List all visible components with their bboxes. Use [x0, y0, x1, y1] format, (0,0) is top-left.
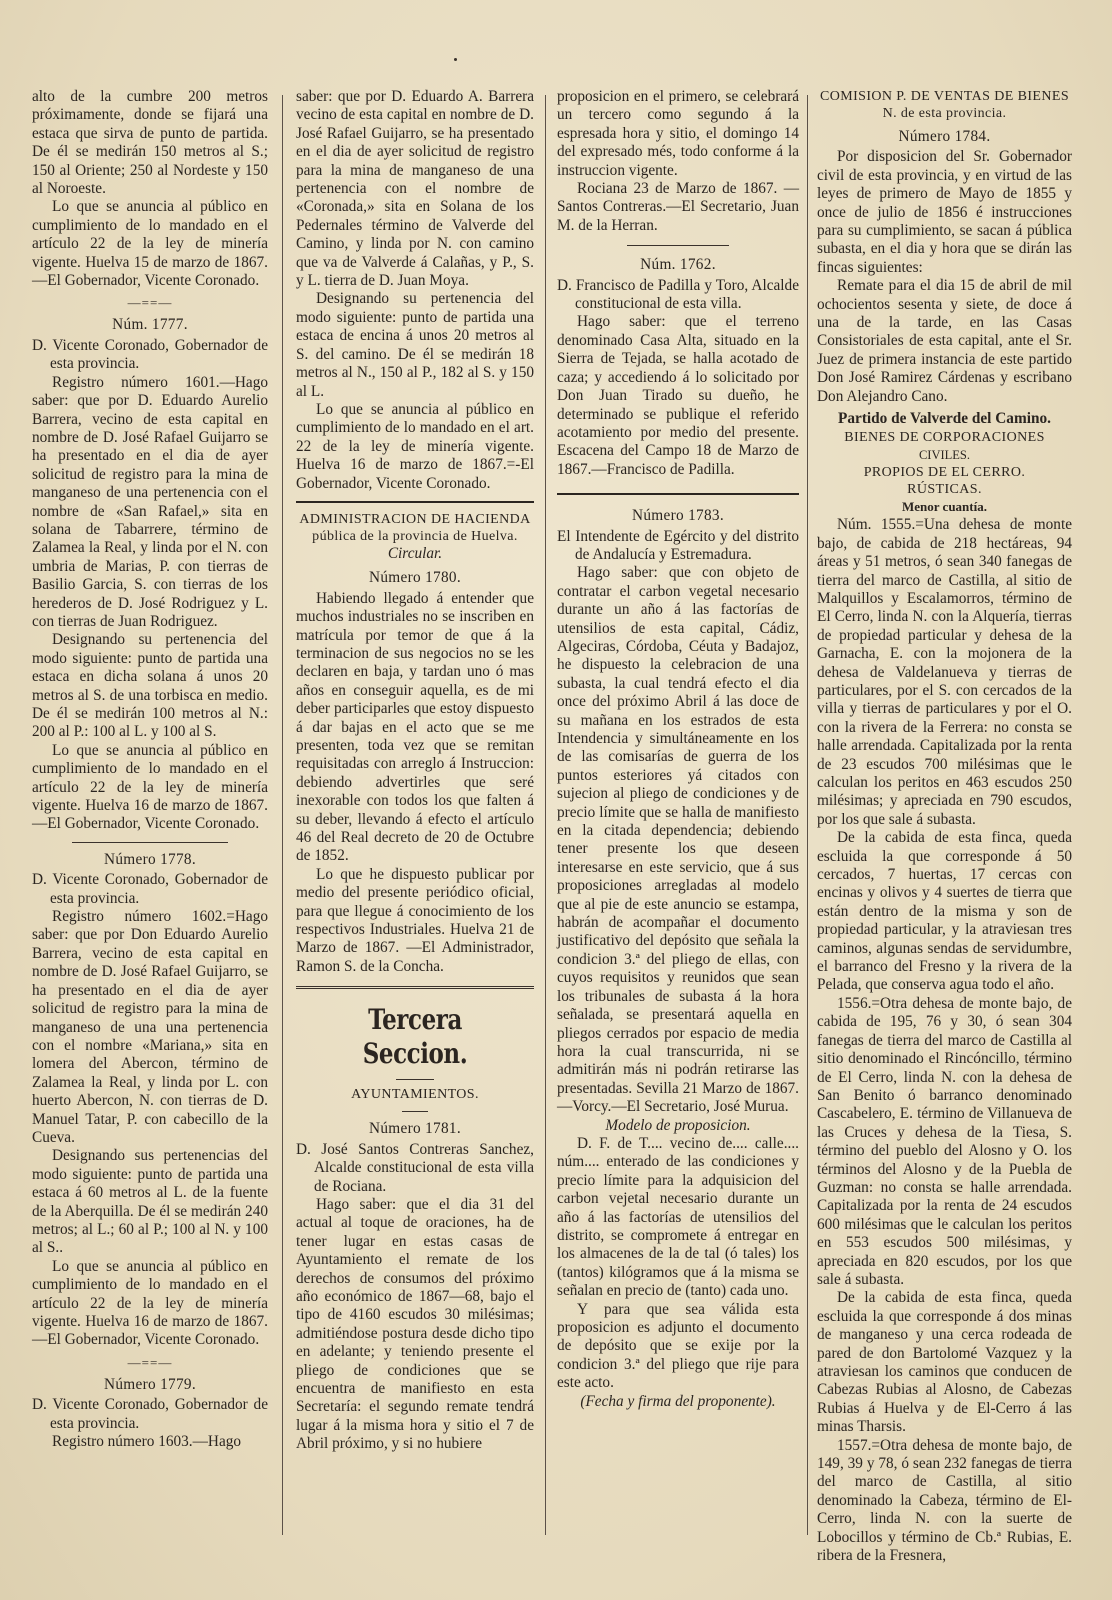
notice-number-1781: Número 1781. [369, 1120, 461, 1138]
column-1 [32, 88, 268, 1451]
section-rule [296, 501, 534, 503]
issuer-1762: D. Francisco de Padilla y Toro, Alcalde constitucional de esta villa. [557, 276, 799, 313]
model-text: D. F. de T.... vecino de.... calle.... núm.... enterado de las condiciones y precio límite para la adquisicion del carbon vejetal necesario durante un año á las factorías de utensilios del distrito, se compromete á entregar en los almacenes de la de tal (ó tales) los (tantos) kilógramos que á la misma se señalan en precio de (tanto) cada uno. [557, 1134, 799, 1300]
mine-text-tail: alto de la cumbre 200 metros próximamente, donde se fijará una estaca que sirva de punto de partida. De él se medirán 150 metros al S.; 150 al Oriente; 250 al Nordeste y 150 al Noroeste. [32, 88, 268, 198]
column-4 [817, 88, 1072, 1565]
notice-body-cont: proposicion en el primero, se celebrará un tercero como segundo á la espresada hora y sitio, el domingo 14 del expresado més, todo conforme á la instruccion vigente. [557, 88, 799, 179]
property-heading: PROPIOS DE EL CERRO. [863, 464, 1026, 480]
rule [396, 1079, 434, 1080]
rule [627, 245, 729, 246]
lot-1557: 1557.=Otra dehesa de monte bajo, de 149, 39 y 78, ó sean 232 fanegas de tierra del marco de Castilla, al sitio denominado la Cabeza, término de El-Cerro, linda N. con la suerte de Lobocillos y término de Cb.ª Rubias, E. ribera de la Fresnera, [817, 1436, 1072, 1565]
section-double-rule [296, 986, 534, 989]
signature-line: (Fecha y firma del proponente). [580, 1392, 776, 1410]
district-heading: Partido de Valverde del Camino. [838, 410, 1051, 428]
property-type: RÚSTICAS. [907, 481, 982, 497]
subsection-title: AYUNTAMIENTOS. [351, 1087, 479, 1103]
notice-closing: Rociana 23 de Marzo de 1867. —Santos Contreras.—El Secretario, Juan M. de la Herran. [557, 180, 799, 234]
notice-number-1779: Número 1779. [104, 1375, 196, 1393]
section-rule [557, 493, 799, 495]
notice-number-1777: Núm. 1777. [112, 316, 188, 334]
notice-body-cont: saber: que por D. Eduardo A. Barrera vecino de esta capital en nombre de D. José Rafael Guijarro, se ha presentado en el dia de ayer solicitud de registro para la mina de manganeso de una pertenencia con el nombre de «Coronada,» sita en Solana de los Pedernales término de Valverde del Camino, y linda por N. con camino que va de Valverde á Calañas, y P., S. y L. tierra de D. Juan Moya. [296, 88, 534, 290]
issuer-1781: D. José Santos Contreras Sanchez, Alcalde constitucional de esta villa de Rociana. [296, 1140, 534, 1195]
column-2 [296, 88, 534, 1454]
category-heading: BIENES DE CORPORACIONES [844, 429, 1045, 445]
notice-body-1780: Habiendo llegado á entender que muchos industriales no se inscriben en matrícula por temor de que á la terminacion de sus negocios no se les declaren en baja, y tardan uno ó mas años en conseguir aquella, es de mi deber participarles que estoy dispuesto á dar bajas en el acto que se me presenten, toda vez que se remitan requisitadas con arreglo á Instruccion: debiendo advertirles que seré inexorable con todos los que falten á su deber, llevando á efecto el artículo 46 del Real decreto de 20 de Octubre de 1852. [296, 589, 534, 865]
lot-1556: 1556.=Otra dehesa de monte bajo, de cabida de 195, 76 y 30, ó sean 304 fanegas de tierra del marco de Castilla al sitio denominado el Rincóncillo, término de El Cerro, linda N. con la dehesa de San Benito ó barranco denominado Cascabelero, E. término de Villanueva de las Cruces y dehesa de la Tiesa, S. término del pueblo del Alosno y O. los términos del Alosno y de la Puebla de Guzman: no consta se halle arrendada. Capitalizada por la renta de 24 escudos 600 milésimas que le calculan los peritos en 553 escudos 500 milésimas, y apreciada en 820 escudos, por los que sale á subasta. [817, 994, 1072, 1288]
notice-body-1762: Hago saber: que el terreno denominado Casa Alta, situado en la Sierra de Tejada, se halla acotado de caza; y accediendo á lo solicitado por Don Juan Tirado su dueño, he determinado se publique el referido acotamiento por medio del presente. Escacena del Campo 18 de Marzo de 1867.—Francisco de Padilla. [557, 313, 799, 478]
category-subheading: CIVILES. [918, 447, 971, 462]
page-mark [454, 58, 457, 61]
notice-body-cont-b: Designando su pertenencia del modo siguiente: punto de partida una estaca de encina á unos 20 metros al S. del camino. De él se medirán 18 metros al N., 150 al P., 182 al S. y 150 al L. [296, 290, 534, 400]
notice-body-1781: Hago saber: que el dia 31 del actual al toque de oraciones, ha de tener lugar en estas casas de Ayuntamiento el remate de los derechos de consumos del próximo año económico de 1867—68, bajo el tipo de 4160 escudos 30 milésimas; admitiéndose postura desde dicho tipo en adelante; y teniendo presente el pliego de condiciones que se encuentra de manifiesto en esta Secretaría: el segundo remate tendrá lugar á la misma hora y sitio el 7 de Abril próximo, y si no hubiere [296, 1195, 534, 1453]
notice-body-1777: Registro número 1601.—Hago saber: que por D. Eduardo Aurelio Barrera, vecino de esta capital en nombre de D. José Rafael Guijarro se ha presentado en el dia de ayer solicitud de registro para la mina de manganeso de una pertenencia con el nombre de «San Rafael,» sita en solana de Tabarrere, término de Zalamea la Real, y linda por el N. con umbria de Marias, P. con tierras de Basilio Garcia, S. con tierras de los herederos de D. José Rodriguez y L. con tierras de Juan Rodriguez. [32, 373, 268, 630]
notice-body-1784: Por disposicion del Sr. Gobernador civil de esta provincia, y en virtud de las leyes de primero de Mayo de 1855 y once de julio de 1856 é instrucciones para su cumplimiento, se sacan á pública subasta, en el dia y hora que se dirán las fincas siguientes: [817, 148, 1072, 276]
notice-body-1780-b: Lo que he dispuesto publicar por medio del presente periódico oficial, para que llegue á conocimiento de los respectivos Industriales. Huelva 21 de Marzo de 1867. —El Administrador, Ramon S. de la Concha. [296, 865, 534, 975]
lot-1555-note: De la cabida de esta finca, queda escluida la que corresponde á 50 cercados, 7 huertas, 17 cercas con encinas y olivos y 4 suertes de tierra que están dentro de la misma y son de propiedad particular, y la atraviesan tres caminos, algunas sendas de servidumbre, el barranco del Fresno y la rivera de la Pelada, que conserva agua todo el año. [817, 829, 1072, 994]
issuer-1783: El Intendente de Egército y del distrito de Andalucía y Estremadura. [557, 527, 799, 563]
notice-body-1778-c: Lo que se anuncia al público en cumplimiento de lo mandado en el artículo 22 de la ley de minería vigente. Huelva 16 de marzo de 1867.—El Gobernador, Vicente Coronado. [32, 1257, 268, 1349]
model-heading: Modelo de proposicion. [605, 1116, 751, 1134]
model-text-b: Y para que sea válida esta proposicion es adjunto el documento de depósito que se exije por la condicion 3.ª del pliego que rije para este acto. [557, 1300, 799, 1392]
notice-number-1780: Número 1780. [369, 569, 461, 587]
issuer-1778: D. Vicente Coronado, Gobernador de esta provincia. [32, 871, 268, 907]
administration-heading: ADMINISTRACION DE HACIENDA pública de la provincia de Huelva. [299, 511, 531, 544]
commission-heading: COMISION P. DE VENTAS DE BIENES N. de esta provincia. [819, 89, 1070, 121]
column-rule-1 [282, 95, 283, 1535]
notice-body-1778-b: Designando sus pertenencias del modo siguiente: punto de partida una estaca á 60 metros al L. de la fuente de la Aberquilla. De él se medirán 240 metros; al L.; 60 al P.; 100 al N. y 100 al S.. [32, 1147, 268, 1257]
notice-number-1762: Núm. 1762. [640, 256, 716, 274]
notice-body-1777-b: Designando su pertenencia del modo siguiente: punto de partida una estaca en dicha solana á unos 20 metros al S. de una torbisca en medio. De él se medirán 100 metros al N.: 200 al P.: 100 al L. y 100 al S. [32, 631, 268, 741]
notice-number-1778: Número 1778. [104, 850, 196, 868]
rule [72, 842, 228, 843]
notice-body-1784-b: Remate para el dia 15 de abril de mil ochocientos sesenta y siete, de doce á una de la tarde, en las Casas Consistoriales de esta capital, ante el Sr. Juez de primera instancia de este partido Don José Ramirez Cárdenas y escribano Don Alejandro Cano. [817, 277, 1072, 405]
column-rule-2 [545, 95, 546, 1535]
notice-number-1784: Número 1784. [898, 128, 991, 145]
section-title: Tercera Seccion. [362, 1003, 468, 1071]
notice-body-1778: Registro número 1602.=Hago saber: que por Don Eduardo Aurelio Barrera, vecino de esta capital en nombre de D. José Rafael Guijarro, se ha presentado en el dia de ayer solicitud de registro para la mina de manganeso de una una pertenencia con el nombre «Mariana,» sita en lomera del Abercon, término de Zalamea la Real, y linda por L. con huerto Abercon, N. con tierras de D. Manuel Tatar, P. con cabecillo de la Cueva. [32, 908, 268, 1146]
notice-closing: Lo que se anuncia al público en cumplimiento de lo mandado en el artículo 22 de la ley de minería vigente. Huelva 15 de marzo de 1867.—El Gobernador, Vicente Coronado. [32, 198, 268, 290]
notice-body-1783: Hago saber: que con objeto de contratar el carbon vegetal necesario durante un año á las factorías de utensilios de esta capital, Cádiz, Algeciras, Córdoba, Céuta y Badajoz, he dispuesto la celebracion de una subasta, la cual tendrá efecto el dia once del próximo Abril á las doce de su mañana en los estrados de esta Intendencia y simultáneamente en los de las comisarías de guerra de los puntos esteriores yá citados con sujecion al pliego de condiciones y de precio límite que se halla de manifiesto en la citada dependencia; debiendo tener presente los que deseen interesarse en este servicio, que á sus proposiciones arregladas al modelo que al pie de este anuncio se estampa, habrán de acompañar el documento justificativo del depósito que señala la condicion 3.ª del pliego de ellas, con cuyos requisitos y reunidos que sean los tribunales de subasta á la hora señalada, se presentará aquella en pliegos cerrados por espacio de media hora la cual transcurrida, ni se admitirán más ni podrán retirarse las presentadas. Sevilla 21 Marzo de 1867.—Vorcy.—El Secretario, José Murua. [557, 564, 799, 1116]
issuer-1779: D. Vicente Coronado, Gobernador de esta provincia. [32, 1396, 268, 1432]
value-class: Menor cuantía. [902, 498, 987, 514]
notice-number-1783: Número 1783. [632, 507, 724, 525]
rule [402, 1111, 428, 1112]
column-3 [557, 88, 799, 1411]
notice-body-1779: Registro número 1603.—Hago [52, 1433, 242, 1451]
lot-1556-note: De la cabida de esta finca, queda escluida la que corresponde á dos minas de manganeso y una cerca rodeada de pared de don Bartolomé Vazquez y la atraviesan los caminos que conducen de Cabezas Rubias al Alosno, de Cabezas Rubias á Huelva y de El-Cerro á las minas Tharsis. [817, 1289, 1072, 1436]
notice-body-cont-c: Lo que se anuncia al público en cumplimiento de lo mandado en el art. 22 de la ley de minería vigente. Huelva 16 de marzo de 1867.=-El Gobernador, Vicente Coronado. [296, 400, 534, 492]
notice-body-1777-c: Lo que se anuncia al público en cumplimiento de lo mandado en el artículo 22 de la ley de minería vigente. Huelva 16 de marzo de 1867.—El Gobernador, Vicente Coronado. [32, 741, 268, 833]
lot-1555: Núm. 1555.=Una dehesa de monte bajo, de cabida de 218 hectáreas, 94 áreas y 51 metros, ó sean 340 fanegas de tierra del marco de Castilla, al sitio de Malquillos y Escalamorros, término de El Cerro, linda N. con la Alquería, tierras de propiedad particular y dehesa de la Garnacha, E. con la mojonera de la dehesa de Valdelanueva y tierras de particulares, por el S. con cercados de la villa y tierras de particulares y por el O. con la rivera de la Ferrera: no consta se halle arrendada. Capitalizada por la renta de 23 escudos 700 milésimas que le calculan los peritos en 463 escudos 250 milésimas; y apreciada en 790 escudos, por los que sale á subasta. [817, 516, 1072, 828]
issuer-1777: D. Vicente Coronado, Gobernador de esta provincia. [32, 336, 268, 373]
circular-label: Circular. [387, 544, 443, 562]
separator: —==— [127, 1354, 173, 1370]
separator: —==— [127, 295, 173, 311]
column-rule-3 [807, 95, 808, 1535]
